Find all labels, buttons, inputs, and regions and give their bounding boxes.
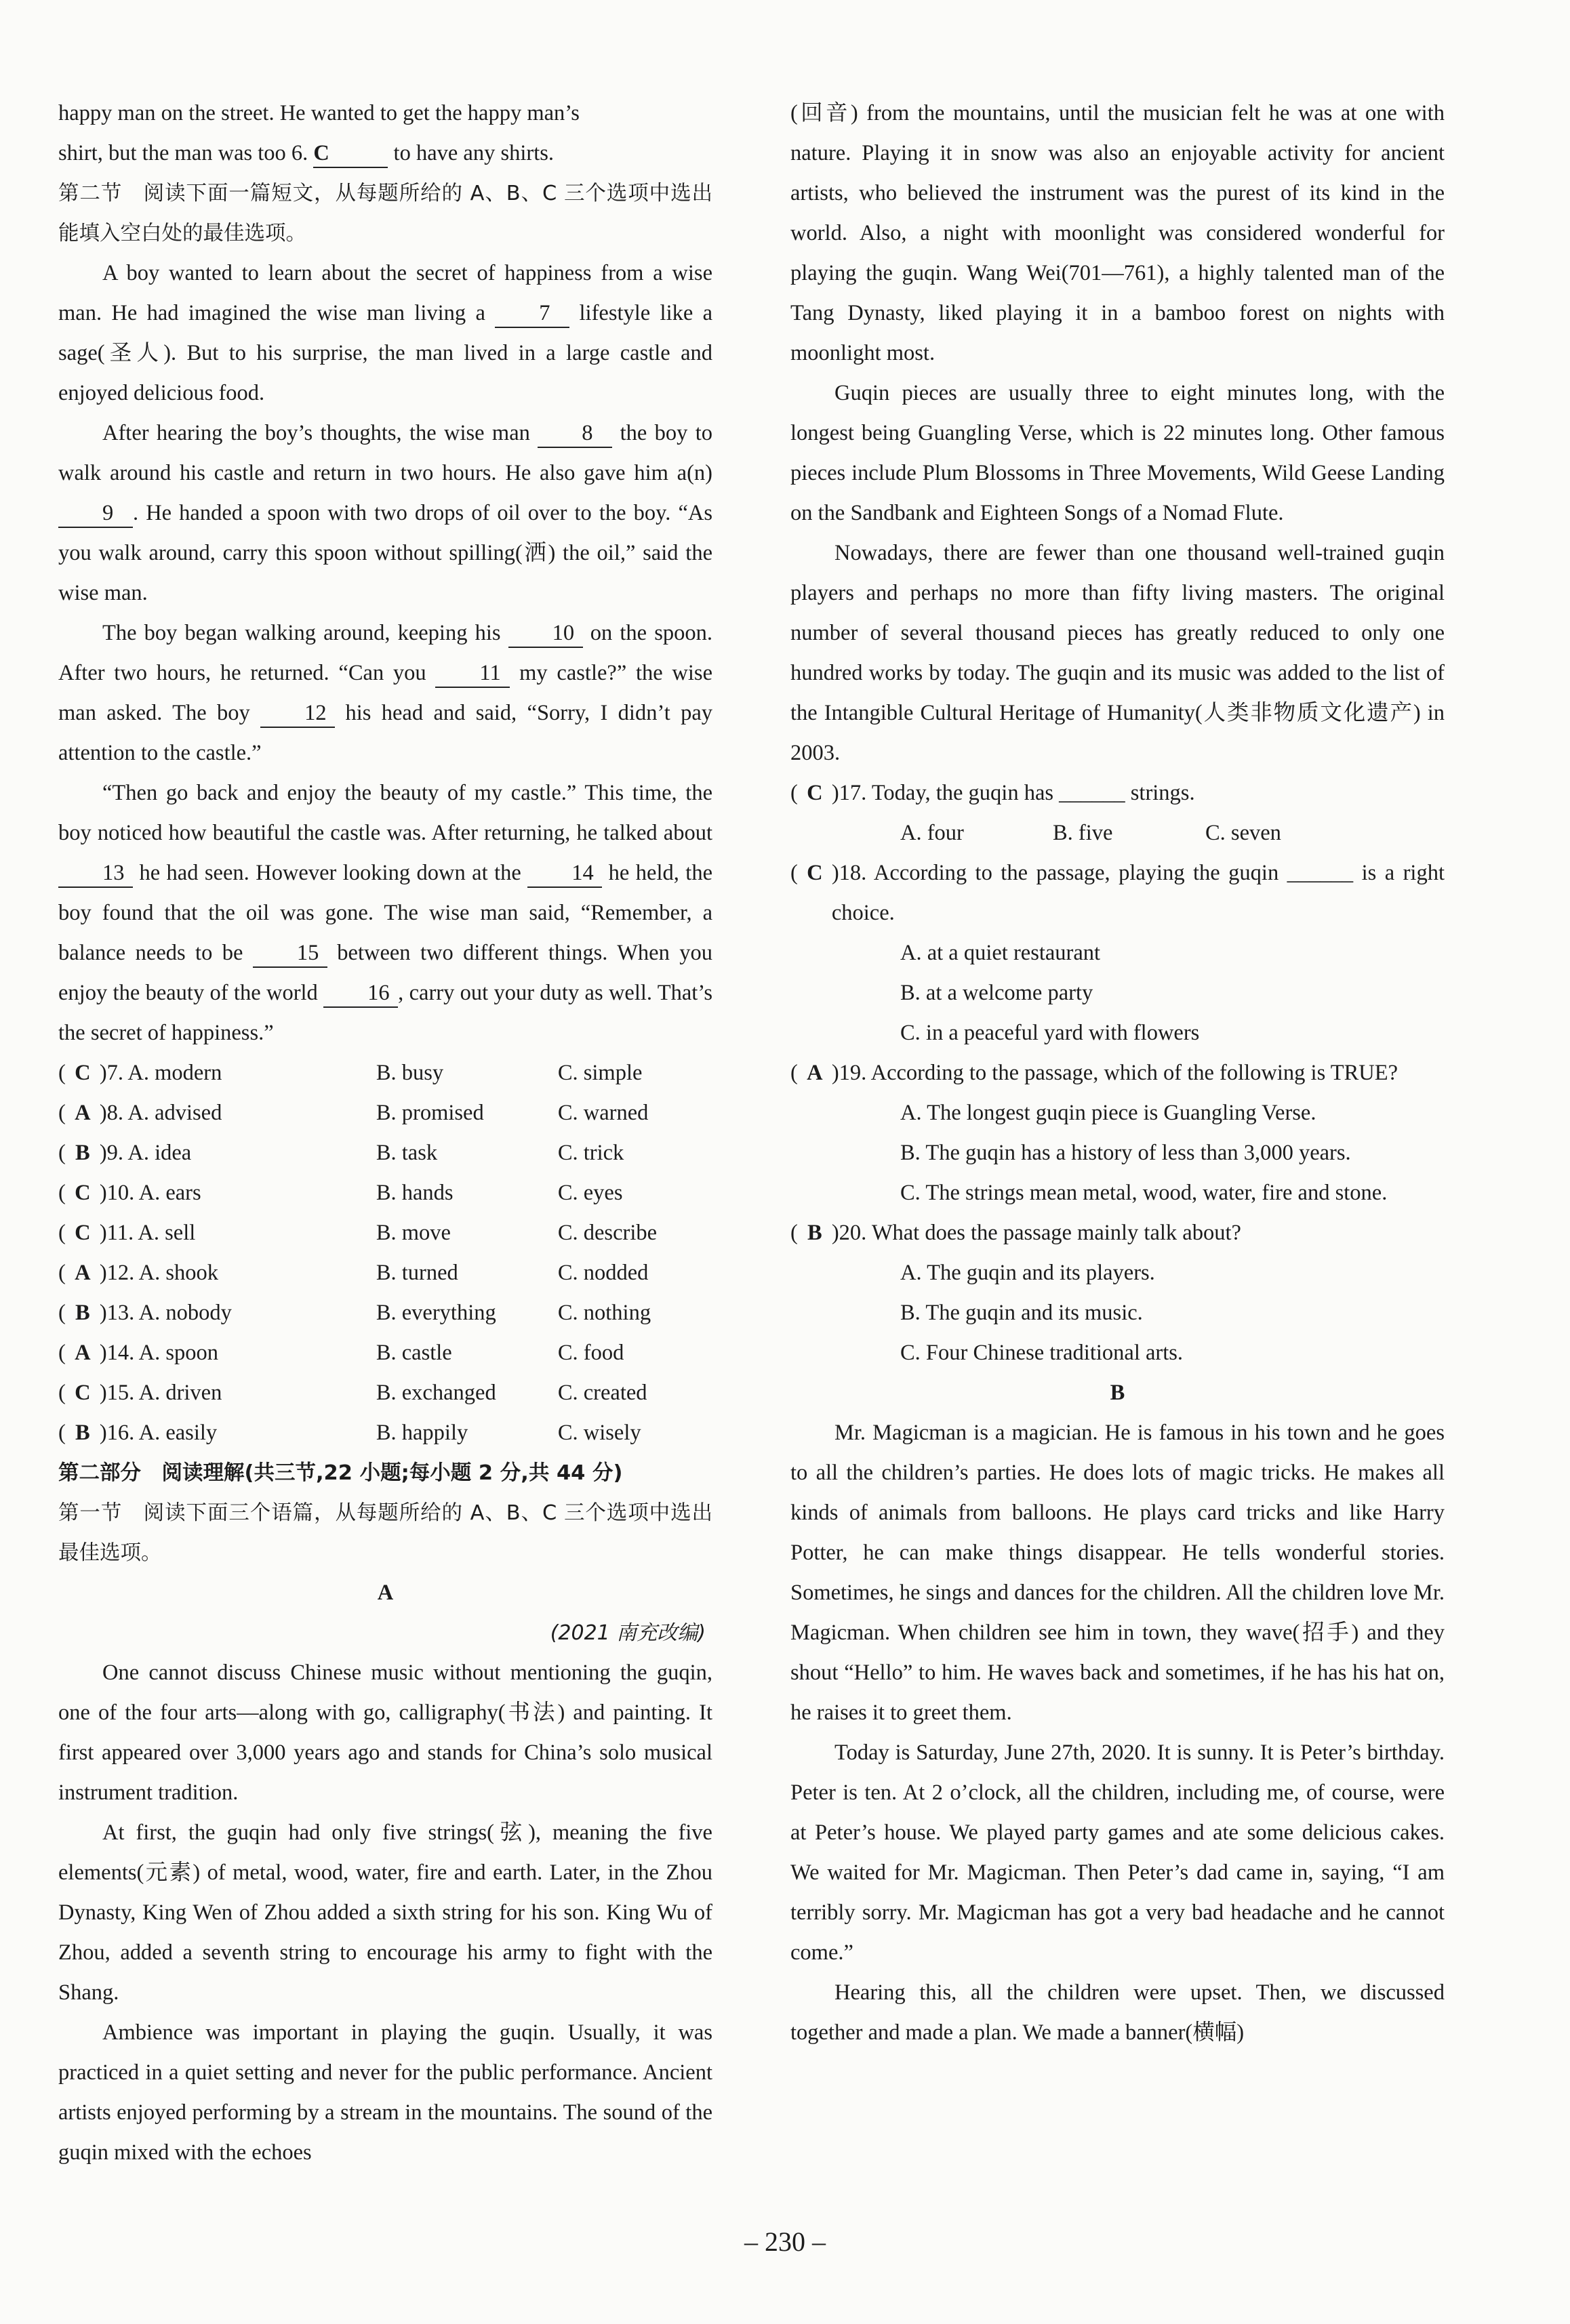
paren: ( [58, 1301, 66, 1325]
option-c: C. simple [557, 1061, 643, 1085]
left-column [58, 94, 712, 2173]
option-a: )7. A. modern [99, 1061, 222, 1085]
text: he had seen. However looking down at the [139, 861, 521, 885]
option-b: B. busy [376, 1061, 444, 1085]
answer: C [807, 861, 823, 885]
option-c: C. wisely [557, 1421, 641, 1445]
option-a: )13. A. nobody [99, 1301, 232, 1325]
answer: B [807, 1221, 822, 1245]
answer: C [75, 1221, 91, 1245]
paren: ( [58, 1381, 66, 1405]
option-c: C. Four Chinese traditional arts. [900, 1341, 1184, 1365]
cloze-paragraph-3 [58, 613, 712, 773]
question-19 [790, 1053, 1445, 1093]
answer: C [75, 1061, 91, 1085]
question-17 [790, 773, 1445, 813]
paren: ( [58, 1061, 66, 1085]
passage-a-paragraph-5: Nowadays, there are fewer than one thousand well-trained guqin players and perhaps no more than fifty living masters. The original number of several thousand pieces has greatly reduced to only one hundred works by today. The guqin and its music was added to the list of the Intangible Cultural Heritage of Humanity(人类非物质文化遗产) in 2003. [790, 541, 1445, 765]
paren: ( [790, 861, 798, 885]
text: . He handed a spoon with two drops of oil over to the boy. “As you walk around, carry this spoon without spilling(洒) the oil,” said the wise man. [58, 501, 712, 605]
part2-header: 第二部分 阅读理解(共三节,22 小题;每小题 2 分,共 44 分) [58, 1461, 623, 1485]
option-c: C. eyes [557, 1181, 623, 1205]
passage-a-paragraph-4: Guqin pieces are usually three to eight minutes long, with the longest being Guangling Verse, which is 22 minutes long. Other famous pieces include Plum Blossoms in Three Movements, Wild Geese Landing on the Sandbank and Eighteen Songs of a Nomad Flute. [790, 381, 1445, 525]
intro-line-blank [58, 134, 712, 174]
text: lifestyle like a sage(圣人). But to his surprise, the man lived in a large castle and enjoyed delicious food. [58, 301, 713, 405]
answer: C [75, 1181, 91, 1205]
option-b: B. move [376, 1221, 451, 1245]
option-a: )8. A. advised [99, 1101, 222, 1125]
answer: A [75, 1101, 91, 1125]
passage-a-paragraph-1: One cannot discuss Chinese music without mentioning the guqin, one of the four arts—along with go, calligraphy(书法) and painting. It first appeared over 3,000 years ago and stands for China’s solo musical instrument tradition. [58, 1660, 712, 1805]
option-a: A. The guqin and its players. [900, 1261, 1155, 1285]
text: “Then go back and enjoy the beauty of my castle.” This time, the boy noticed how beautiful the castle was. After returning, he talked about [58, 781, 712, 845]
answer: A [75, 1341, 91, 1365]
blank-9: 9 [58, 500, 133, 528]
passage-a-paragraph-3: Ambience was important in playing the guqin. Usually, it was practiced in a quiet setting and never for the public performance. Ancient artists enjoyed performing by a stream in the mountains. The sound of the guqin mixed with the echoes [58, 2020, 712, 2165]
option-b: B. exchanged [376, 1381, 496, 1405]
choice-row [58, 1133, 712, 1173]
text: on the spoon. After two hours, he returned. “Can you [58, 621, 712, 685]
blank-8: 8 [538, 420, 612, 448]
option-b: B. task [376, 1141, 438, 1165]
blank-16: 16 [323, 979, 398, 1008]
paren: ( [790, 1061, 798, 1085]
option-b: B. The guqin has a history of less than 3,000 years. [900, 1141, 1351, 1165]
option-a: A. The longest guqin piece is Guangling Verse. [900, 1101, 1316, 1125]
text: my castle?” the wise man asked. The boy [58, 661, 712, 725]
passage-b-paragraph-1: Mr. Magicman is a magician. He is famous in his town and he goes to all the children’s parties. He does lots of magic tricks. He makes all kinds of animals from balloons. He plays card tricks and like Harry Potter, he can make things disappear. He tells wonderful stories. Sometimes, he sings and dances for the children. All the children love Mr. Magicman. When children see him in town, they wave(招手) and they shout “Hello” to him. He waves back and sometimes, if he has his hat on, he raises it to greet them. [790, 1421, 1445, 1725]
part2-subheader: 第一节 阅读下面三个语篇，从每题所给的 A、B、C 三个选项中选出最佳选项。 [58, 1501, 712, 1565]
paren: ( [58, 1141, 66, 1165]
paren: ( [790, 781, 798, 805]
passage-a-title: A [377, 1581, 394, 1605]
section2-header: 第二节 阅读下面一篇短文，从每题所给的 A、B、C 三个选项中选出能填入空白处的最佳选项。 [58, 182, 712, 245]
option-a: )12. A. shook [99, 1261, 218, 1285]
option-b: B. at a welcome party [900, 981, 1093, 1005]
blank-13: 13 [58, 859, 133, 888]
option-a: A. at a quiet restaurant [900, 941, 1101, 965]
answer: B [75, 1421, 90, 1445]
cloze-paragraph-1 [58, 253, 712, 413]
question-text: )17. Today, the guqin has ______ strings. [831, 781, 1195, 805]
option-a: )11. A. sell [99, 1221, 196, 1245]
cloze-choices [58, 1053, 712, 1453]
text: After hearing the boy’s thoughts, the wise man [102, 421, 530, 445]
option-b: B. happily [376, 1421, 468, 1445]
cloze-paragraph-2 [58, 413, 712, 613]
text: his head and said, “Sorry, I didn’t pay attention to the castle.” [58, 701, 712, 765]
passage-a-paragraph-2: At first, the guqin had only five strings(弦), meaning the five elements(元素) of metal, wood, water, fire and earth. Later, in the Zhou Dynasty, King Wen of Zhou added a sixth string for his son. King Wu of Zhou, added a seventh string to encourage his army to fight with the Shang. [58, 1820, 712, 2005]
option-a: A. four [900, 821, 964, 845]
text: he held, the boy found that the oil was gone. The wise man said, “Remember, a balance needs to be [58, 861, 712, 965]
option-c: C. seven [1205, 821, 1281, 845]
option-c: C. nothing [557, 1301, 651, 1325]
paren: ( [58, 1101, 66, 1125]
blank-12: 12 [260, 699, 335, 728]
option-b: B. five [1053, 821, 1113, 845]
option-b: B. castle [376, 1341, 452, 1365]
option-a: )16. A. easily [99, 1421, 218, 1445]
right-column [790, 94, 1445, 2053]
page-number: – 230 – [744, 2226, 826, 2257]
option-b: B. turned [376, 1261, 458, 1285]
paren: ( [58, 1341, 66, 1365]
option-b: B. everything [376, 1301, 496, 1325]
paren: ( [58, 1181, 66, 1205]
answer: A [75, 1261, 91, 1285]
option-b: B. The guqin and its music. [900, 1301, 1143, 1325]
answer: B [75, 1301, 90, 1325]
option-c: C. The strings mean metal, wood, water, fire and stone. [900, 1181, 1388, 1205]
passage-b-paragraph-2: Today is Saturday, June 27th, 2020. It is sunny. It is Peter’s birthday. Peter is ten. At 2 o’clock, all the children, including me, of course, were at Peter’s house. We played party games and ate some delicious cakes. We waited for Mr. Magicman. Then Peter’s dad came in, saying, “I am terribly sorry. Mr. Magicman has got a very bad headache and he cannot come.” [790, 1740, 1445, 1965]
text: the boy to walk around his castle and return in two hours. He also gave him a(n) [58, 421, 713, 485]
passage-a-paragraph-3-cont: (回音) from the mountains, until the musician felt he was at one with nature. Playing it in snow was also an enjoyable activity for ancient artists, who believed the instrument was the purest of its kind in the world. Also, a night with moonlight was considered wonderful for playing the guqin. Wang Wei(701—761), a highly talented man of the Tang Dynasty, liked playing it in a bamboo forest on nights with moonlight most. [790, 101, 1445, 365]
option-a: )9. A. idea [99, 1141, 192, 1165]
answer: B [75, 1141, 90, 1165]
option-a: )15. A. driven [99, 1381, 222, 1405]
choice-row [58, 1093, 712, 1133]
option-a: )14. A. spoon [99, 1341, 218, 1365]
answer: C [75, 1381, 91, 1405]
passage-a-source: (2021 南充改编) [550, 1621, 706, 1645]
cloze-paragraph-4 [58, 773, 712, 1053]
question-text: )19. According to the passage, which of the following is TRUE? [831, 1061, 1398, 1085]
passage-b-title: B [1110, 1381, 1125, 1405]
choice-row [58, 1173, 712, 1213]
choice-row [58, 1293, 712, 1333]
question-20 [790, 1213, 1445, 1253]
option-b: B. hands [376, 1181, 454, 1205]
choice-row [58, 1333, 712, 1373]
option-c: C. warned [557, 1101, 649, 1125]
option-c: C. in a peaceful yard with flowers [900, 1021, 1200, 1045]
blank-14: 14 [527, 859, 602, 888]
text: The boy began walking around, keeping his [102, 621, 501, 645]
choice-row [58, 1253, 712, 1293]
option-c: C. trick [557, 1141, 624, 1165]
blank-7: 7 [495, 300, 569, 328]
passage-b-paragraph-3: Hearing this, all the children were upset. Then, we discussed together and made a plan. We made a banner(横幅) [790, 1980, 1445, 2045]
question-18 [790, 853, 1445, 933]
choice-row [58, 1413, 712, 1453]
blank-6-answer: C [313, 140, 388, 168]
paren: ( [58, 1421, 66, 1445]
option-c: C. describe [557, 1221, 658, 1245]
paren: ( [790, 1221, 798, 1245]
text: A boy wanted to learn about the secret of happiness from a wise man. He had imagined the wise man living a [58, 261, 712, 325]
blank-11: 11 [435, 659, 510, 688]
question-text: )18. According to the passage, playing the guqin ______ is a right choice. [831, 861, 1445, 925]
text: between two different things. When you enjoy the beauty of the world [58, 941, 713, 1005]
choice-row [58, 1213, 712, 1253]
question-17-options [790, 813, 1445, 853]
choice-row [58, 1373, 712, 1413]
option-c: C. food [557, 1341, 624, 1365]
blank-10: 10 [508, 619, 583, 648]
paren: ( [58, 1221, 66, 1245]
answer: C [807, 781, 823, 805]
option-b: B. promised [376, 1101, 484, 1125]
choice-row [58, 1053, 712, 1093]
intro-line: happy man on the street. He wanted to get the happy man’s [58, 101, 580, 125]
answer: A [807, 1061, 823, 1085]
paren: ( [58, 1261, 66, 1285]
text: , carry out your duty as well. That’s the secret of happiness.” [58, 981, 713, 1045]
option-a: )10. A. ears [99, 1181, 201, 1205]
option-c: C. created [557, 1381, 647, 1405]
blank-15: 15 [253, 939, 327, 968]
option-c: C. nodded [557, 1261, 649, 1285]
intro-text: shirt, but the man was too 6. [58, 141, 308, 165]
intro-text-end: to have any shirts. [393, 141, 555, 165]
question-text: )20. What does the passage mainly talk about? [831, 1221, 1241, 1245]
